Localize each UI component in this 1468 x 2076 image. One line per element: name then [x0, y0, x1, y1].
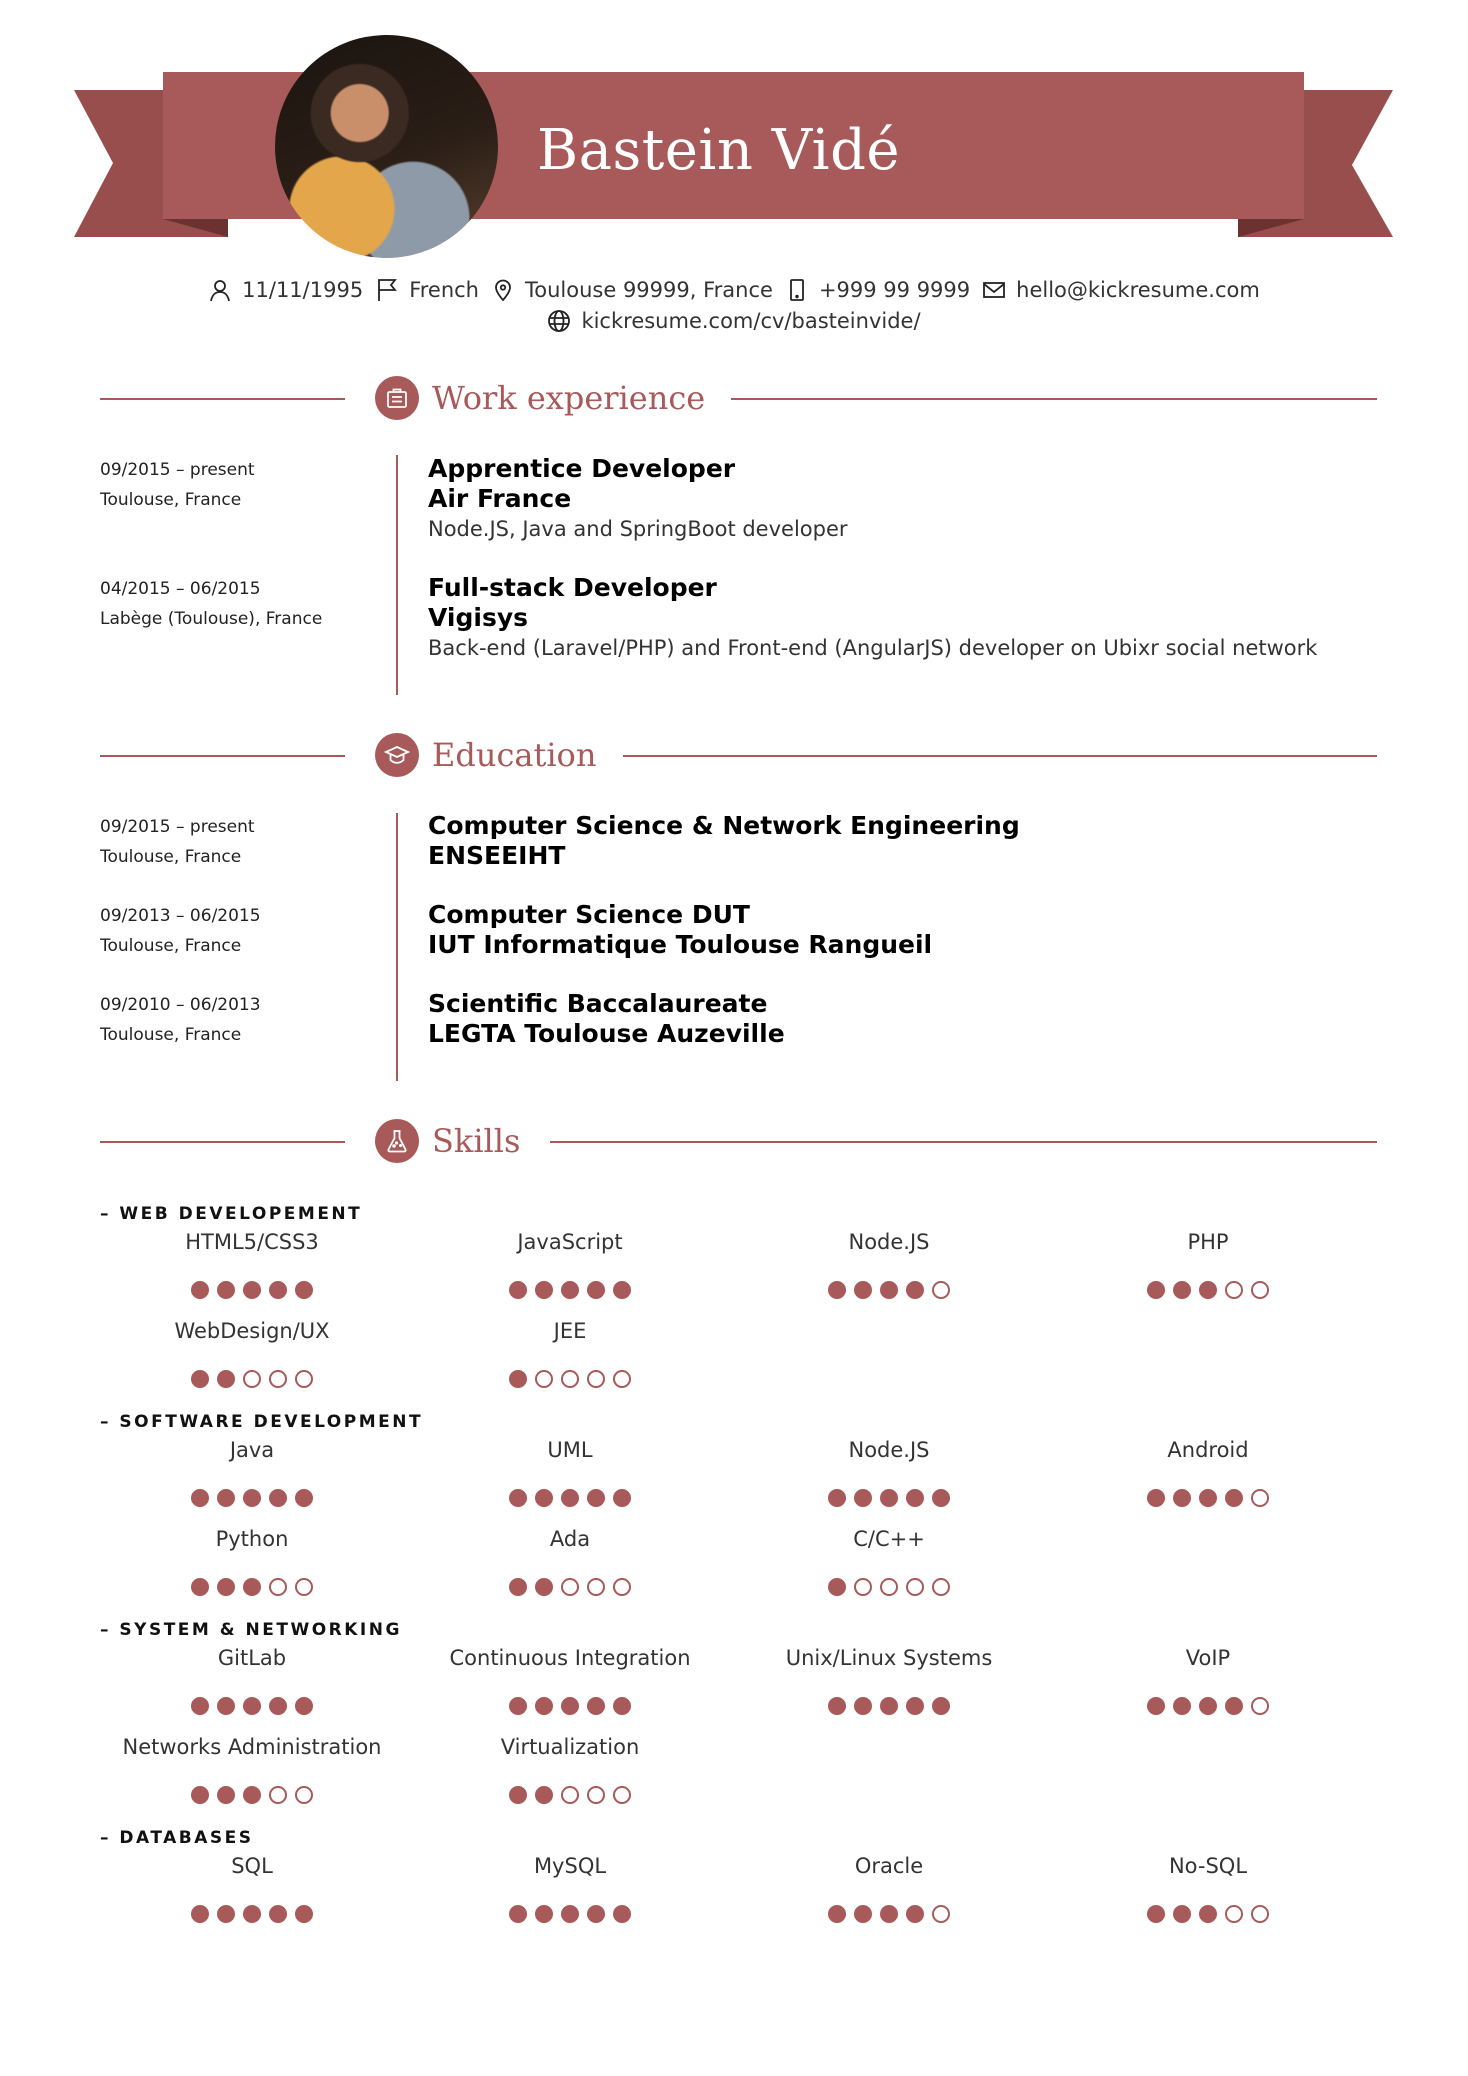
rating-dot-filled — [1147, 1489, 1165, 1507]
skill-name: JEE — [553, 1319, 587, 1343]
skill-name: Unix/Linux Systems — [785, 1646, 993, 1670]
contact-birthdate: 11/11/1995 — [208, 278, 363, 302]
contact-address: Toulouse 99999, France — [491, 278, 773, 302]
rating-dot-empty — [295, 1786, 313, 1804]
skill-name: Python — [215, 1527, 289, 1551]
rating-dot-filled — [535, 1905, 553, 1923]
candidate-name: Bastein Vidé — [537, 118, 901, 183]
education-dates: 09/2015 – present — [100, 817, 255, 837]
rating-dot-filled — [269, 1697, 287, 1715]
location-pin-icon — [491, 278, 515, 302]
rating-dot-filled — [880, 1697, 898, 1715]
school-name: LEGTA Toulouse Auzeville — [428, 1019, 785, 1048]
rating-dot-filled — [613, 1697, 631, 1715]
rating-dot-filled — [906, 1489, 924, 1507]
envelope-icon — [982, 278, 1006, 302]
rating-dot-empty — [587, 1370, 605, 1388]
skill-rating — [102, 1489, 402, 1507]
rating-dot-empty — [613, 1786, 631, 1804]
rating-dot-filled — [932, 1697, 950, 1715]
rating-dot-filled — [509, 1786, 527, 1804]
rating-dot-filled — [535, 1489, 553, 1507]
rating-dot-filled — [906, 1281, 924, 1299]
skill-rating — [420, 1905, 720, 1923]
skills-section-icon — [375, 1119, 419, 1163]
rating-dot-empty — [932, 1905, 950, 1923]
rating-dot-filled — [880, 1905, 898, 1923]
rating-dot-empty — [295, 1578, 313, 1596]
rating-dot-empty — [932, 1578, 950, 1596]
rating-dot-empty — [269, 1370, 287, 1388]
work-entry-2 — [428, 573, 1317, 663]
rating-dot-filled — [1147, 1905, 1165, 1923]
rating-dot-filled — [587, 1697, 605, 1715]
rating-dot-filled — [828, 1578, 846, 1596]
rating-dot-filled — [509, 1370, 527, 1388]
rating-dot-filled — [587, 1489, 605, 1507]
rating-dot-filled — [1225, 1697, 1243, 1715]
rating-dot-empty — [269, 1786, 287, 1804]
rating-dot-filled — [587, 1281, 605, 1299]
rating-dot-filled — [191, 1370, 209, 1388]
rating-dot-filled — [295, 1281, 313, 1299]
rating-dot-empty — [1225, 1281, 1243, 1299]
briefcase-icon — [384, 385, 410, 411]
education-timeline-line — [396, 813, 398, 1081]
skill-name: UML — [547, 1438, 593, 1462]
section-divider-left — [100, 1141, 345, 1143]
rating-dot-filled — [535, 1786, 553, 1804]
work-entry-1 — [428, 454, 848, 544]
skill-name: SQL — [231, 1854, 273, 1878]
skill-name: Oracle — [854, 1854, 924, 1878]
skill-item — [102, 1734, 402, 1804]
skill-item — [102, 1318, 402, 1388]
skill-rating — [739, 1697, 1039, 1715]
rating-dot-filled — [1147, 1281, 1165, 1299]
skill-item — [420, 1853, 720, 1923]
skill-rating — [1058, 1697, 1358, 1715]
skill-item — [420, 1229, 720, 1299]
rating-dot-filled — [587, 1905, 605, 1923]
rating-dot-filled — [509, 1489, 527, 1507]
rating-dot-filled — [1173, 1697, 1191, 1715]
skill-name: VoIP — [1185, 1646, 1231, 1670]
rating-dot-filled — [243, 1786, 261, 1804]
skill-name: Virtualization — [500, 1735, 640, 1759]
work-section-icon — [375, 376, 419, 420]
skill-name: MySQL — [533, 1854, 607, 1878]
skill-category-heading: – DATABASES — [100, 1828, 254, 1848]
skill-item — [1058, 1645, 1358, 1715]
rating-dot-empty — [269, 1578, 287, 1596]
section-divider-right — [623, 755, 1377, 757]
education-dates: 09/2010 – 06/2013 — [100, 995, 261, 1015]
rating-dot-filled — [1225, 1489, 1243, 1507]
skill-rating — [420, 1697, 720, 1715]
work-location: Toulouse, France — [100, 490, 242, 510]
skill-item — [420, 1437, 720, 1507]
skill-name: PHP — [1187, 1230, 1229, 1254]
rating-dot-filled — [535, 1281, 553, 1299]
rating-dot-filled — [613, 1489, 631, 1507]
skill-rating — [102, 1786, 402, 1804]
flag-icon — [375, 278, 399, 302]
rating-dot-filled — [561, 1489, 579, 1507]
skill-name: Node.JS — [848, 1230, 930, 1254]
rating-dot-filled — [880, 1281, 898, 1299]
skill-category-heading: – WEB DEVELOPEMENT — [100, 1204, 363, 1224]
skill-name: Node.JS — [848, 1438, 930, 1462]
education-entry-3-meta — [100, 990, 261, 1050]
rating-dot-empty — [613, 1370, 631, 1388]
rating-dot-empty — [932, 1281, 950, 1299]
section-title-work: Work experience — [432, 379, 706, 417]
rating-dot-filled — [906, 1905, 924, 1923]
skill-item — [420, 1734, 720, 1804]
skill-category-heading: – SOFTWARE DEVELOPMENT — [100, 1412, 424, 1432]
rating-dot-empty — [1251, 1905, 1269, 1923]
rating-dot-empty — [243, 1370, 261, 1388]
skill-item — [739, 1229, 1039, 1299]
rating-dot-filled — [217, 1578, 235, 1596]
rating-dot-filled — [854, 1489, 872, 1507]
rating-dot-filled — [295, 1697, 313, 1715]
section-divider-right — [550, 1141, 1377, 1143]
skill-item — [739, 1645, 1039, 1715]
skill-name: Continuous Integration — [449, 1646, 691, 1670]
rating-dot-empty — [854, 1578, 872, 1596]
education-entry-2 — [428, 900, 932, 960]
skill-item — [1058, 1229, 1358, 1299]
contact-row-1 — [0, 276, 1468, 304]
skill-rating — [420, 1489, 720, 1507]
skill-rating — [420, 1578, 720, 1596]
contact-row-2 — [0, 307, 1468, 335]
rating-dot-filled — [191, 1489, 209, 1507]
flask-icon — [384, 1128, 410, 1154]
rating-dot-filled — [269, 1905, 287, 1923]
skill-item — [420, 1645, 720, 1715]
rating-dot-filled — [217, 1370, 235, 1388]
skill-rating — [1058, 1281, 1358, 1299]
job-description: Node.JS, Java and SpringBoot developer — [428, 517, 848, 541]
rating-dot-filled — [509, 1697, 527, 1715]
section-divider-left — [100, 398, 345, 400]
work-entry-2-meta — [100, 574, 322, 634]
education-entry-1 — [428, 811, 1020, 871]
rating-dot-filled — [561, 1697, 579, 1715]
rating-dot-empty — [561, 1370, 579, 1388]
globe-icon — [547, 309, 571, 333]
rating-dot-filled — [1199, 1489, 1217, 1507]
rating-dot-filled — [243, 1489, 261, 1507]
rating-dot-empty — [880, 1578, 898, 1596]
skill-item — [102, 1645, 402, 1715]
rating-dot-filled — [217, 1281, 235, 1299]
education-entry-1-meta — [100, 812, 255, 872]
rating-dot-filled — [854, 1905, 872, 1923]
contact-website[interactable]: kickresume.com/cv/basteinvide/ — [547, 309, 920, 333]
rating-dot-empty — [1225, 1905, 1243, 1923]
rating-dot-filled — [828, 1697, 846, 1715]
skill-name: Android — [1167, 1438, 1249, 1462]
rating-dot-empty — [587, 1786, 605, 1804]
rating-dot-filled — [613, 1281, 631, 1299]
education-dates: 09/2013 – 06/2015 — [100, 906, 261, 926]
skill-name: HTML5/CSS3 — [185, 1230, 319, 1254]
work-location: Labège (Toulouse), France — [100, 609, 323, 629]
section-title-skills: Skills — [432, 1122, 521, 1160]
rating-dot-filled — [269, 1281, 287, 1299]
rating-dot-empty — [295, 1370, 313, 1388]
rating-dot-empty — [1251, 1281, 1269, 1299]
skill-rating — [739, 1489, 1039, 1507]
rating-dot-filled — [932, 1489, 950, 1507]
work-timeline-line — [396, 455, 398, 695]
rating-dot-filled — [509, 1578, 527, 1596]
skill-name: C/C++ — [853, 1527, 925, 1551]
rating-dot-filled — [561, 1281, 579, 1299]
rating-dot-filled — [191, 1697, 209, 1715]
section-divider-right — [731, 398, 1377, 400]
job-description: Back-end (Laravel/PHP) and Front-end (AngularJS) developer on Ubixr social network — [428, 636, 1318, 660]
rating-dot-filled — [613, 1905, 631, 1923]
rating-dot-filled — [1199, 1697, 1217, 1715]
rating-dot-filled — [217, 1905, 235, 1923]
school-name: IUT Informatique Toulouse Rangueil — [428, 930, 933, 959]
rating-dot-filled — [1173, 1281, 1191, 1299]
skill-rating — [102, 1281, 402, 1299]
skill-rating — [1058, 1905, 1358, 1923]
rating-dot-empty — [587, 1578, 605, 1596]
skill-name: Java — [229, 1438, 275, 1462]
skill-item — [739, 1437, 1039, 1507]
skill-name: WebDesign/UX — [174, 1319, 330, 1343]
rating-dot-filled — [295, 1489, 313, 1507]
skill-name: Ada — [549, 1527, 591, 1551]
skill-rating — [739, 1578, 1039, 1596]
skill-rating — [1058, 1489, 1358, 1507]
rating-dot-filled — [1199, 1281, 1217, 1299]
rating-dot-filled — [243, 1697, 261, 1715]
rating-dot-empty — [561, 1786, 579, 1804]
education-location: Toulouse, France — [100, 936, 242, 956]
degree-title: Scientific Baccalaureate — [428, 989, 768, 1018]
skill-item — [420, 1526, 720, 1596]
rating-dot-filled — [1147, 1697, 1165, 1715]
rating-dot-filled — [509, 1281, 527, 1299]
rating-dot-filled — [269, 1489, 287, 1507]
education-entry-2-meta — [100, 901, 261, 961]
rating-dot-empty — [613, 1578, 631, 1596]
rating-dot-empty — [535, 1370, 553, 1388]
school-name: ENSEEIHT — [428, 841, 566, 870]
education-location: Toulouse, France — [100, 1025, 242, 1045]
skill-category-heading: – SYSTEM & NETWORKING — [100, 1620, 402, 1640]
rating-dot-filled — [243, 1905, 261, 1923]
skill-item — [102, 1526, 402, 1596]
degree-title: Computer Science DUT — [428, 900, 750, 929]
skill-rating — [102, 1578, 402, 1596]
skill-item — [1058, 1437, 1358, 1507]
degree-title: Computer Science & Network Engineering — [428, 811, 1020, 840]
education-location: Toulouse, France — [100, 847, 242, 867]
skill-item — [739, 1526, 1039, 1596]
rating-dot-filled — [1199, 1905, 1217, 1923]
rating-dot-filled — [535, 1697, 553, 1715]
rating-dot-filled — [828, 1281, 846, 1299]
rating-dot-empty — [1251, 1697, 1269, 1715]
rating-dot-filled — [191, 1281, 209, 1299]
contact-nationality: French — [375, 278, 479, 302]
skill-rating — [102, 1905, 402, 1923]
skill-item — [739, 1853, 1039, 1923]
education-entry-3 — [428, 989, 785, 1049]
work-dates: 09/2015 – present — [100, 460, 255, 480]
rating-dot-filled — [561, 1905, 579, 1923]
skill-item — [420, 1318, 720, 1388]
skill-item — [102, 1229, 402, 1299]
rating-dot-filled — [243, 1578, 261, 1596]
rating-dot-filled — [509, 1905, 527, 1923]
skill-item — [102, 1853, 402, 1923]
skill-rating — [102, 1370, 402, 1388]
company-name: Air France — [428, 484, 572, 513]
rating-dot-empty — [1251, 1489, 1269, 1507]
skill-rating — [420, 1370, 720, 1388]
rating-dot-filled — [535, 1578, 553, 1596]
skill-name: No-SQL — [1168, 1854, 1248, 1878]
rating-dot-filled — [243, 1281, 261, 1299]
rating-dot-filled — [295, 1905, 313, 1923]
skill-name: JavaScript — [517, 1230, 623, 1254]
work-entry-1-meta — [100, 455, 255, 515]
skill-item — [102, 1437, 402, 1507]
contact-phone: +999 99 9999 — [785, 278, 970, 302]
rating-dot-filled — [880, 1489, 898, 1507]
phone-icon — [785, 278, 809, 302]
rating-dot-filled — [191, 1786, 209, 1804]
skill-item — [1058, 1853, 1358, 1923]
rating-dot-filled — [217, 1786, 235, 1804]
section-title-education: Education — [432, 736, 597, 774]
rating-dot-filled — [1173, 1905, 1191, 1923]
rating-dot-filled — [906, 1697, 924, 1715]
profile-photo — [275, 35, 498, 258]
company-name: Vigisys — [428, 603, 528, 632]
rating-dot-filled — [828, 1489, 846, 1507]
skill-rating — [420, 1786, 720, 1804]
person-icon — [208, 278, 232, 302]
skill-rating — [739, 1281, 1039, 1299]
skill-rating — [420, 1281, 720, 1299]
skill-rating — [102, 1697, 402, 1715]
skill-rating — [739, 1905, 1039, 1923]
rating-dot-filled — [854, 1281, 872, 1299]
rating-dot-filled — [1173, 1489, 1191, 1507]
rating-dot-filled — [191, 1905, 209, 1923]
section-divider-left — [100, 755, 345, 757]
rating-dot-filled — [854, 1697, 872, 1715]
rating-dot-filled — [217, 1697, 235, 1715]
skill-name: GitLab — [217, 1646, 287, 1670]
rating-dot-empty — [906, 1578, 924, 1596]
skill-name: Networks Administration — [122, 1735, 382, 1759]
rating-dot-filled — [828, 1905, 846, 1923]
work-dates: 04/2015 – 06/2015 — [100, 579, 261, 599]
rating-dot-empty — [561, 1578, 579, 1596]
rating-dot-filled — [217, 1489, 235, 1507]
graduation-cap-icon — [384, 742, 410, 768]
job-title: Apprentice Developer — [428, 454, 736, 483]
rating-dot-filled — [191, 1578, 209, 1596]
contact-email[interactable]: hello@kickresume.com — [982, 278, 1260, 302]
job-title: Full-stack Developer — [428, 573, 717, 602]
education-section-icon — [375, 733, 419, 777]
